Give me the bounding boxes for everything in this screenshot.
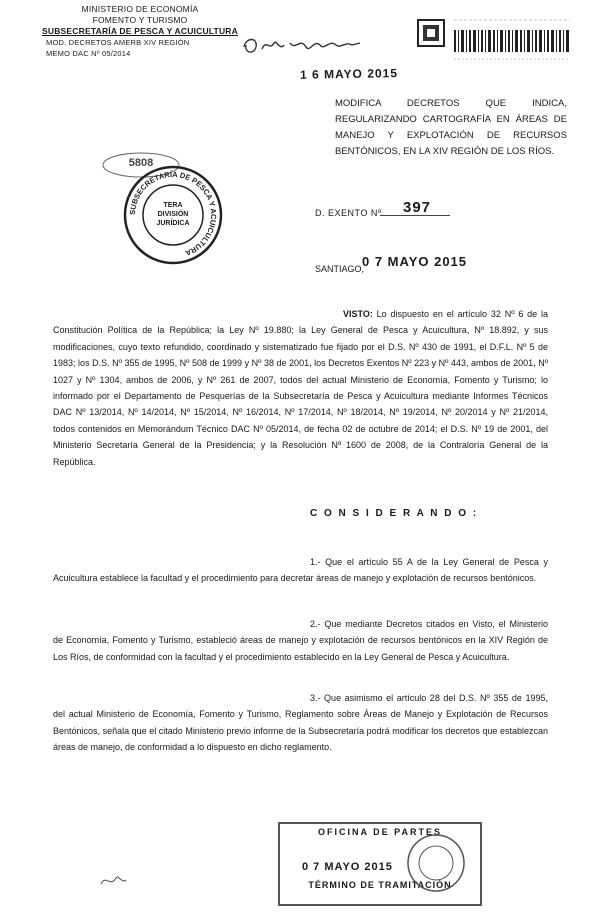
seal-outer-text: SUBSECRETARÍA DE PESCA Y ACUICULTURA (127, 169, 219, 258)
considerando-item-3: 3.- Que asimismo el artículo 28 del D.S. Nº 355 de 1995, del actual Ministerio de Economía, Fomento y Turismo, Reglamento sobre Áreas de Manejo y Explotación de Recursos Bentónicos, señala que el citado Ministerio previo informe de la Subsecretaría podrá modificar los decretos que establezcan áreas de manejo, de conformidad a lo dispuesto en dicho reglamento. (53, 693, 548, 753)
received-date-stamp: 1 6 MAYO 2015 (299, 66, 399, 82)
reception-number: 5808 (128, 157, 154, 169)
seal-line-3: JURÍDICA (156, 220, 190, 227)
memo-reference: MEMO DAC Nº 05/2014 (46, 49, 131, 58)
decree-number: 397 (403, 199, 432, 216)
visto-heading: VISTO: (343, 309, 373, 319)
seal-line-2: DIVISIÓN (157, 211, 189, 218)
barcode-icon (410, 14, 580, 69)
decree-subject: MODIFICA DECRETOS QUE INDICA, REGULARIZANDO CARTOGRAFÍA EN ÁREAS DE MANEJO Y EXPLOTACIÓN DE RECURSOS BENTÓNICOS, EN LA XIV REGIÓN DE LOS RÍOS. (335, 98, 567, 157)
legal-division-seal (121, 163, 225, 267)
letterhead (40, 4, 240, 59)
office-stamp-footer: TÉRMINO DE TRAMITACIÓN (308, 880, 452, 890)
visto-paragraph (53, 306, 548, 470)
ministry-name: MINISTERIO DE ECONOMÍA (81, 4, 199, 14)
office-stamp-date: 0 7 MAYO 2015 (302, 861, 393, 873)
office-stamp-title: OFICINA DE PARTES (317, 827, 442, 837)
considerando-item-2: 2.- Que mediante Decretos citados en Visto, el Ministerio de Economía, Fomento y Turismo, estableció áreas de manejo y explotación de recursos bentónicos en la XIV Región de Los Ríos, de conformidad con la facultad y el procedimiento establecido en la Ley General de Pesca y Acuicultura. (53, 619, 548, 662)
seal-line-1: TERA (163, 202, 183, 209)
office-round-seal-icon (404, 832, 468, 894)
decree-date: 0 7 MAYO 2015 (362, 254, 468, 269)
undersecretariat-name: SUBSECRETARÍA DE PESCA Y ACUICULTURA (42, 26, 238, 36)
ministry-name-2: FOMENTO Y TURISMO (92, 15, 188, 25)
handwritten-signature-icon (240, 33, 365, 57)
reference-line: MOD. DECRETOS AMERB XIV REGIÓN (46, 38, 190, 47)
handwritten-initials-icon (98, 870, 128, 890)
decree-number-label: D. EXENTO Nº (315, 208, 382, 218)
considerando-item-1: 1.- Que el artículo 55 A de la Ley General de Pesca y Acuicultura establece la facultad y el procedimiento para decretar áreas de manejo y explotación de recursos bentónicos. (53, 557, 548, 584)
considerando-heading: C O N S I D E R A N D O : (310, 508, 479, 519)
place-label: SANTIAGO, (315, 264, 365, 274)
visto-text: Lo dispuesto en el artículo 32 Nº 6 de la Constitución Política de la República; la Ley Nº 19.880; la Ley General de Pesca y Acuicultura, Nº 18.892, y sus modificaciones, cuyo texto refundido, coordinado y sistematizado fue fijado por el D.S. Nº 430 de 1991, el D.F.L. Nº 5 de 1983; los D.S. Nº 355 de 1995, Nº 508 de 1999 y Nº 38 de 2001, los Decretos Exentos Nº 223 y Nº 443, ambos de 2001, Nº 1027 y Nº 1304, ambos de 2006, y Nº 261 de 2007, todos del actual Ministerio de Economía, Fomento y Turismo; lo informado por el Departamento de Pesquerías de la Subsecretaría de Pesca y Acuicultura mediante Informes Técnicos DAC Nº 13/2014, Nº 14/2014, Nº 15/2014, Nº 16/2014, Nº 17/2014, Nº 18/2014, Nº 19/2014, Nº 20/2014 y Nº 21/2014, todos contenidos en Memorándum Técnico DAC Nº 05/2014, de fecha 02 de octubre de 2014; el D.S. Nº 19 de 2001, del Ministerio Secretaría General de la Presidencia; y la Resolución Nº 1600 de 2008, de la Contraloría General de la República. (53, 309, 548, 467)
